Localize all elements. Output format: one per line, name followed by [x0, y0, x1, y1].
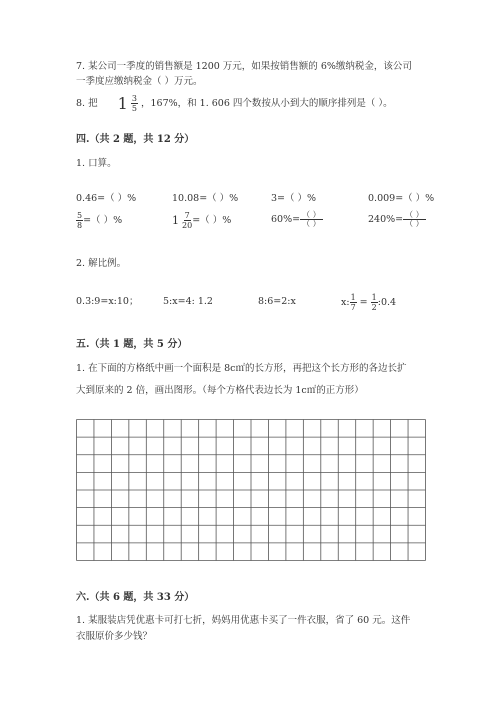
s4-ratio-d-num1: 1: [350, 293, 356, 302]
s4-row1-d: 0.009=（ ）%: [368, 193, 435, 204]
s4-row1-b: 10.08=（ ）%: [172, 193, 239, 204]
s4-row2-c-num: （ ）: [302, 210, 321, 219]
q8-prefix: 8. 把: [76, 98, 98, 109]
s4-row2-c-prefix: 60%=: [271, 214, 301, 225]
square-grid-paper[interactable]: [76, 419, 426, 561]
s4-row2-c: [271, 211, 323, 228]
s4-row2-b-rest: =（ ）%: [192, 215, 232, 226]
s4-ratio-d-eq: =: [356, 297, 371, 308]
q7-line1: 7. 某公司一季度的销售额是 1200 万元，如果按销售额的 6%缴纳税金，该公司: [76, 61, 412, 72]
s4-row2-b-int: 1: [172, 214, 179, 227]
section6-title: 六.（共 6 题，共 33 分）: [76, 592, 195, 603]
s4-ratio-d-frac1: [350, 293, 357, 312]
q8-suffix: ，167%，和 1. 606 四个数按从小到大的顺序排列是（ ）。: [141, 98, 393, 109]
s4-row2-c-den: （ ）: [302, 219, 321, 228]
s4-ratio-d-num2: 1: [371, 293, 377, 302]
s4-row2-b: [172, 211, 231, 230]
q8-frac-den: 5: [131, 104, 137, 113]
s4-row2-c-frac: [300, 211, 323, 228]
s4-ratio-d-prefix: x:: [341, 297, 350, 308]
s6-line2: 衣服原价多少钱？: [76, 631, 153, 642]
s4-row2-d: [368, 211, 426, 228]
q8-fraction: [131, 94, 138, 113]
s5-line1: 1. 在下面的方格纸中画一个面积是 8c㎡的长方形，再把这个长方形的各边长扩: [76, 363, 407, 374]
s4-row2-d-frac: [403, 211, 426, 228]
s4-ratio-d-frac2: [371, 293, 378, 312]
q8-question: [76, 94, 393, 113]
q8-frac-num: 3: [131, 94, 137, 103]
s4-row1-a: 0.46=（ ）%: [76, 193, 137, 204]
s4-row2-a-rest: =（ ）%: [83, 215, 123, 226]
s6-line1: 1. 某服装店凭优惠卡可打七折，妈妈用优惠卡买了一件衣服，省了 60 元。这件: [76, 615, 411, 626]
s4-ratio-c: 8:6=2:x: [258, 296, 296, 307]
s4-q1-title: 1. 口算。: [76, 158, 117, 169]
s4-ratio-d-den1: 7: [350, 303, 356, 312]
q7-line2: 一季度应缴纳税金（ ）万元。: [76, 76, 203, 87]
section4-title: 四.（共 2 题，共 12 分）: [76, 134, 195, 145]
s4-ratio-b: 5:x=4: 1.2: [163, 296, 213, 307]
s4-row2-d-prefix: 240%=: [368, 214, 404, 225]
s5-line2: 大到原来的 2 倍，画出图形。（每个方格代表边长为 1c㎡的正方形）: [76, 385, 364, 396]
s4-row2-d-den: （ ）: [405, 219, 424, 228]
s4-row2-d-num: （ ）: [405, 210, 424, 219]
s4-ratio-d: [341, 293, 396, 312]
s4-ratio-a: 0.3:9=x:10；: [76, 296, 139, 307]
s4-ratio-d-den2: 2: [371, 303, 377, 312]
section5-title: 五.（共 1 题，共 5 分）: [76, 339, 188, 350]
s4-ratio-d-suffix: :0.4: [377, 297, 397, 308]
s4-q2-title: 2. 解比例。: [76, 258, 127, 269]
s4-row2-a-den: 8: [77, 221, 83, 230]
s4-row2-b-den: 20: [182, 221, 193, 230]
s4-row2-a: [76, 211, 122, 230]
s4-row1-c: 3=（ ）%: [271, 193, 317, 204]
q8-mixed-int: 1: [117, 94, 128, 113]
s4-row2-b-num: 7: [184, 211, 190, 220]
s4-row2-b-frac: [182, 211, 192, 230]
s4-row2-a-num: 5: [77, 211, 83, 220]
